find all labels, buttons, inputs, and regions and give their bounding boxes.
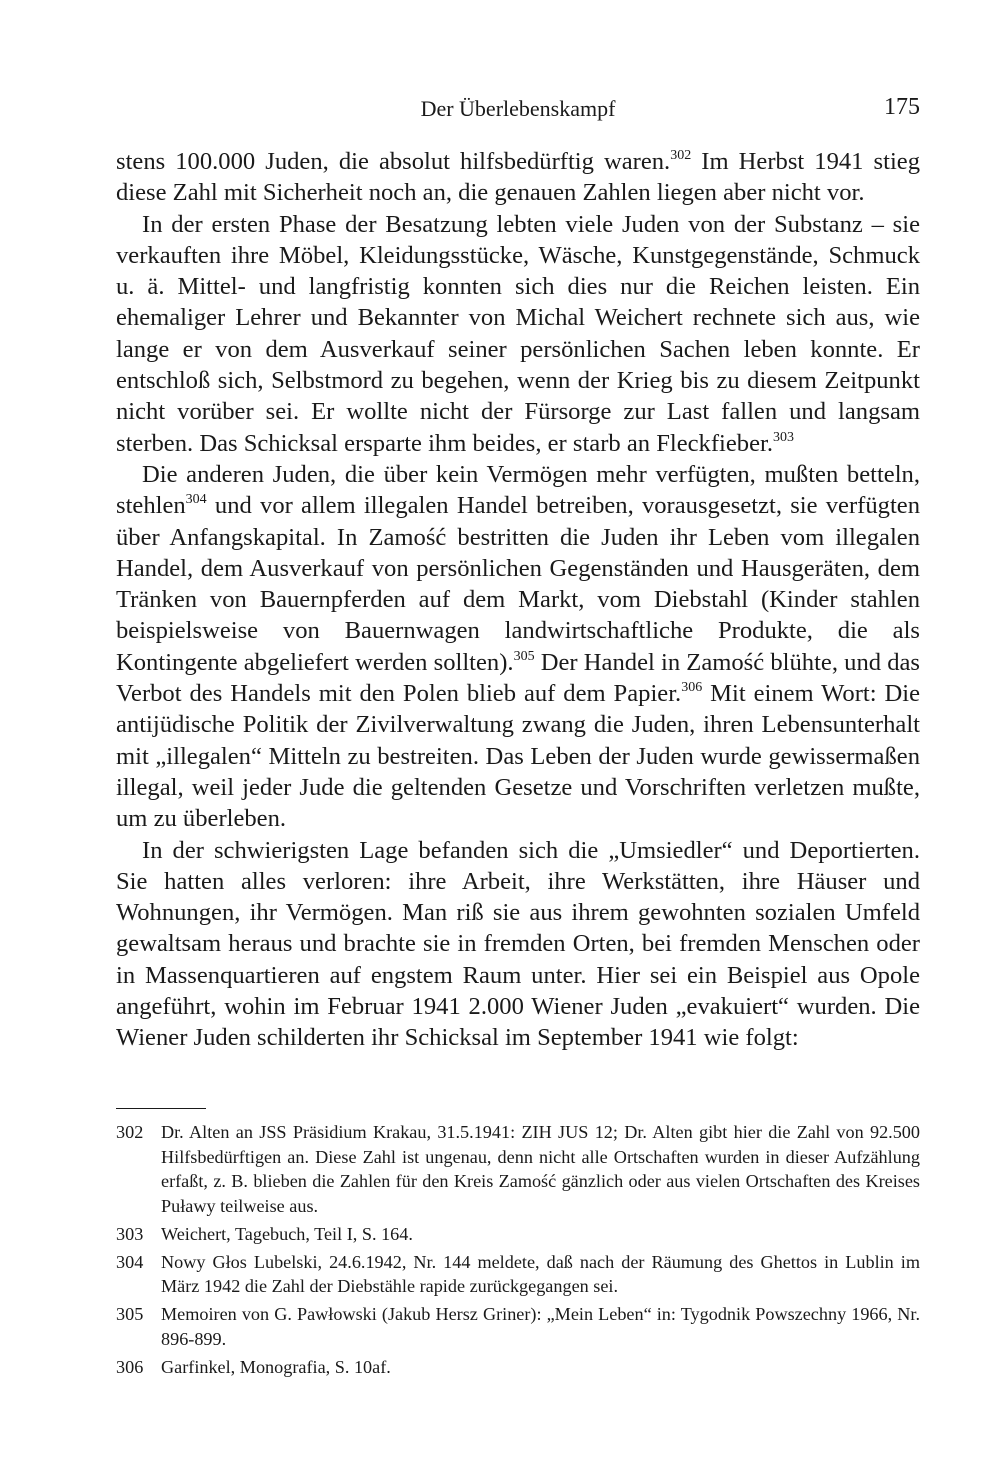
page-number: 175 — [884, 94, 920, 120]
footnote-number: 302 — [116, 1122, 144, 1142]
paragraph — [116, 209, 920, 459]
footnote-text: Memoiren von G. Pawłowski (Jakub Hersz Griner): „Mein Leben“ in: Tygodnik Powszechny 1966, Nr. 896-899. — [161, 1304, 920, 1349]
footnote-ref-302[interactable]: 302 — [670, 148, 692, 163]
footnote-text: Nowy Głos Lubelski, 24.6.1942, Nr. 144 meldete, daß nach der Räumung des Ghettos in Lublin im März 1942 die Zahl der Diebstähle rapide zurückgegangen sei. — [161, 1251, 920, 1296]
footnote-divider — [116, 1108, 206, 1109]
text-run: In der ersten Phase der Besatzung lebten viele Juden von der Substanz – sie verkauften ihre Möbel, Kleidungsstücke, Wäsche, Kunstgegenstände, Schmuck u. ä. Mittel- und langfristig konnten sich dies nur die Reichen leisten. Ein ehemaliger Lehrer und Bekannter von Michal Weichert rechnete sich aus, wie lange er von dem Ausverkauf seiner persönlichen Sachen leben konnte. Er entschloß sich, Selbstmord zu begehen, wenn der Krieg bis zu diesem Zeitpunkt nicht vorüber sei. Er wollte nicht der Fürsorge zur Last fallen und langsam sterben. Das Schicksal ersparte ihm beides, er starb an Fleckfieber. — [116, 210, 920, 457]
page-header — [116, 92, 920, 128]
running-title: Der Überlebenskampf — [420, 96, 616, 121]
main-text — [116, 146, 920, 1054]
text-run: Im Herbst 1941 stieg diese Zahl mit Sicherheit noch an, die genauen Zahlen liegen aber nicht vor. — [116, 148, 920, 207]
footnote-ref-303[interactable]: 303 — [772, 429, 794, 445]
text-run: Die anderen Juden, die über kein Vermögen mehr verfügten, mußten betteln, stehlen — [116, 460, 920, 520]
footnote-number: 305 — [116, 1304, 144, 1324]
footnote — [116, 1222, 920, 1247]
footnote-ref-305[interactable]: 305 — [513, 648, 535, 664]
footnote-text: Weichert, Tagebuch, Teil I, S. 164. — [161, 1223, 413, 1244]
text-run: Mit einem Wort: Die antijüdische Politik der Zivilverwaltung zwang die Juden, ihren Lebensunterhalt mit „illegalen“ Mitteln zu bestreiten. Das Leben der Juden wurde gewissermaßen illegal, weil jeder Jude die geltenden Gesetze und Vorschriften verletzen mußte, um zu überleben. — [116, 680, 920, 833]
footnote — [116, 1355, 920, 1380]
paragraph — [116, 459, 920, 835]
text-run: und vor allem illegalen Handel betreiben, vorausgesetzt, sie verfügten über Anfangskapital. In Zamość bestritten die Juden ihr Leben vom illegalen Handel, dem Ausverkauf von persönlichen Gegenständen und Hausgeräten, dem Tränken von Bauernpferden auf dem Markt, vom Diebstahl (Kinder stahlen beispielsweise von Bauernwagen landwirtschaftliche Produkte, die als Kontingente abgeliefert werden sollten). — [116, 492, 920, 676]
footnote — [116, 1250, 920, 1299]
footnote — [116, 1120, 920, 1218]
footnote-ref-306[interactable]: 306 — [681, 680, 703, 696]
footnote-text: Garfinkel, Monografia, S. 10af. — [161, 1356, 391, 1377]
text-run: Der Handel in Zamość blühte, und das Verbot des Handels mit den Polen blieb auf dem Papier. — [116, 648, 921, 708]
footnote — [116, 1302, 920, 1351]
footnote-number: 304 — [116, 1251, 144, 1272]
text-run: In der schwierigsten Lage befanden sich die „Umsiedler“ und Deportierten. Sie hatten alles verloren: ihre Arbeit, ihre Werkstätten, ihre Häuser und Wohnungen, ihr Vermögen. Man riß sie aus ihrem gewohnten sozialen Umfeld gewaltsam heraus und brachte sie in fremden Orten, bei fremden Menschen oder in Massenquartieren auf engstem Raum unter. Hier sei ein Beispiel aus Opole angeführt, wohin im Februar 1941 2.000 Wiener Juden „evakuiert“ wurden. Die Wiener Juden schilderten ihr Schicksal im September 1941 wie folgt: — [116, 836, 920, 1052]
paragraph — [116, 835, 920, 1054]
footnote-text: Dr. Alten an JSS Präsidium Krakau, 31.5.1941: ZIH JUS 12; Dr. Alten gibt hier die Zahl von 92.500 Hilfsbedürftigen an. Diese Zahl ist ungenau, denn nicht alle Ortschaften wurden in dieser Aufzählung erfaßt, z. B. blieben die Zahlen für den Kreis Zamość gänzlich oder aus vielen Ortschaften des Kreises Puławy teilweise aus. — [161, 1122, 920, 1216]
footnote-ref-304[interactable]: 304 — [185, 492, 207, 508]
text-run: stens 100.000 Juden, die absolut hilfsbedürftig waren. — [116, 148, 671, 175]
footnotes — [116, 1120, 920, 1383]
footnote-number: 306 — [116, 1356, 144, 1377]
footnote-number: 303 — [116, 1223, 144, 1244]
paragraph — [116, 146, 920, 209]
